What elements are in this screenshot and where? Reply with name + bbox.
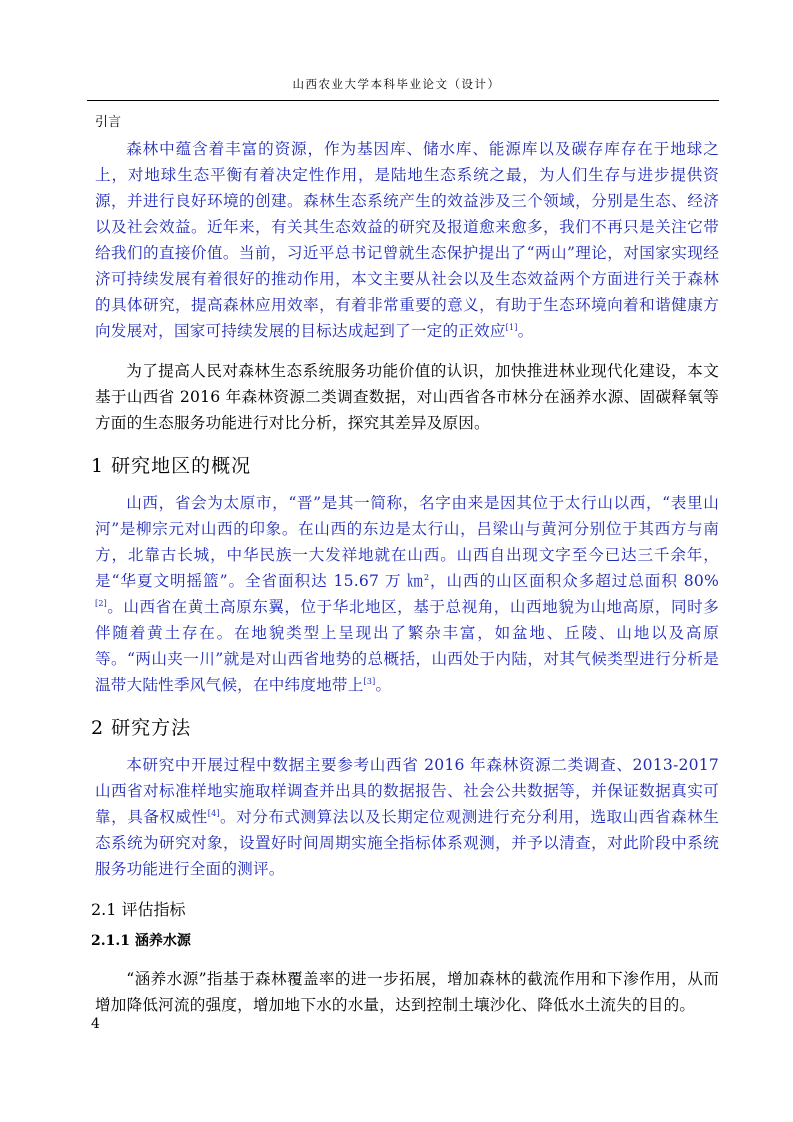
section-1-text-d: 。 [375,676,392,694]
page-content [91,110,719,1018]
section-1-text-a: 山西，省会为太原市，“晋”是其一简称，名字由来是因其位于太行山以西，“表里山河”是柳宗元对山西的印象。在山西的东边是太行山，吕梁山与黄河分别位于其西方与南方，北靠古长城，中华民族一大发祥地就在山西。山西自出现文字至今已达三千余年，是“华夏文明摇篮”。全省面积达 15.67 万 ㎞ [95,494,719,590]
intro-label: 引言 [95,115,122,130]
intro-p1-text: 森林中蕴含着丰富的资源，作为基因库、储水库、能源库以及碳存库存在于地球之上，对地球生态平衡有着决定性作用，是陆地生态系统之最，为人们生存与进步提供资源，并进行良好环境的创建。森林生态系统产生的效益涉及三个领域，分别是生态、经济以及社会效益。近年来，有关其生态效益的研究及报道愈来愈多，我们不再只是关注它带给我们的直接价值。当前，习近平总书记曾就生态保护提出了“两山”理论，对国家实现经济可持续发展有着很好的推动作用，本文主要从社会以及生态效益两个方面进行关于森林的具体研究，提高森林应用效率，有着非常重要的意义，有助于生态环境向着和谐健康方向发展对，国家可持续发展的目标达成起到了一定的正效应 [95,140,719,340]
section-2-1-1-heading: 2.1.1 涵养水源 [91,933,191,949]
header-rule [87,100,719,101]
section-2-paragraph [95,752,719,882]
citation-1: [1] [505,322,518,332]
section-2-1-1-paragraph: “涵养水源”指基于森林覆盖率的进一步拓展，增加森林的截流作用和下渗作用，从而增加降低河流的强度，增加地下水的水量，达到控制土壤沙化、降低水土流失的目的。 [95,970,719,1014]
paragraph-gap [95,344,719,358]
running-header: 山西农业大学本科毕业论文（设计） [292,77,501,91]
section-1-paragraph [95,490,719,698]
section-2-1-heading: 2.1 评估指标 [91,900,186,919]
section-2-text-a: 本研究中开展过程中数据主要参考山西省 2016 年森林资源二类调查、2013-2017 山西省对标准样地实施取样调查并出具的数据报告、社会公共数据等，并保证数据真实可靠，具备权威性 [95,756,719,826]
citation-4: [4] [207,808,220,818]
citation-2: [2] [95,598,107,608]
intro-paragraph-1 [95,136,719,344]
superscript-2: 2 [423,572,430,582]
section-1-text-c: 。山西省在黄土高原东翼，位于华北地区，基于总视角，山西地貌为山地高原，同时多伴随着黄土存在。在地貌类型上呈现出了繁杂丰富，如盆地、丘陵、山地以及高原等。“两山夹一川”就是对山西省地势的总概括，山西处于内陆，对其气候类型进行分析是温带大陆性季风气候，在中纬度地带上 [95,598,719,694]
intro-p1-end: 。 [517,322,534,340]
section-2-text-b: 。对分布式测算法以及长期定位观测进行充分利用，选取山西省森林生态系统为研究对象，设置好时间周期实施全指标体系观测，并予以清查，对此阶段中系统服务功能进行全面的测评。 [95,808,719,878]
section-1-text-b: ，山西的山区面积众多超过总面积 80% [429,572,719,590]
citation-3: [3] [363,676,376,686]
page-number: 4 [91,1016,100,1032]
section-2-heading: 2 研究方法 [91,717,192,739]
section-1-heading: 1 研究地区的概况 [91,455,252,477]
intro-paragraph-2: 为了提高人民对森林生态系统服务功能价值的认识，加快推进林业现代化建设，本文基于山西省 2016 年森林资源二类调查数据，对山西省各市林分在涵养水源、固碳释氧等方面的生态服务功能进行对比分析，探究其差异及原因。 [95,362,719,432]
